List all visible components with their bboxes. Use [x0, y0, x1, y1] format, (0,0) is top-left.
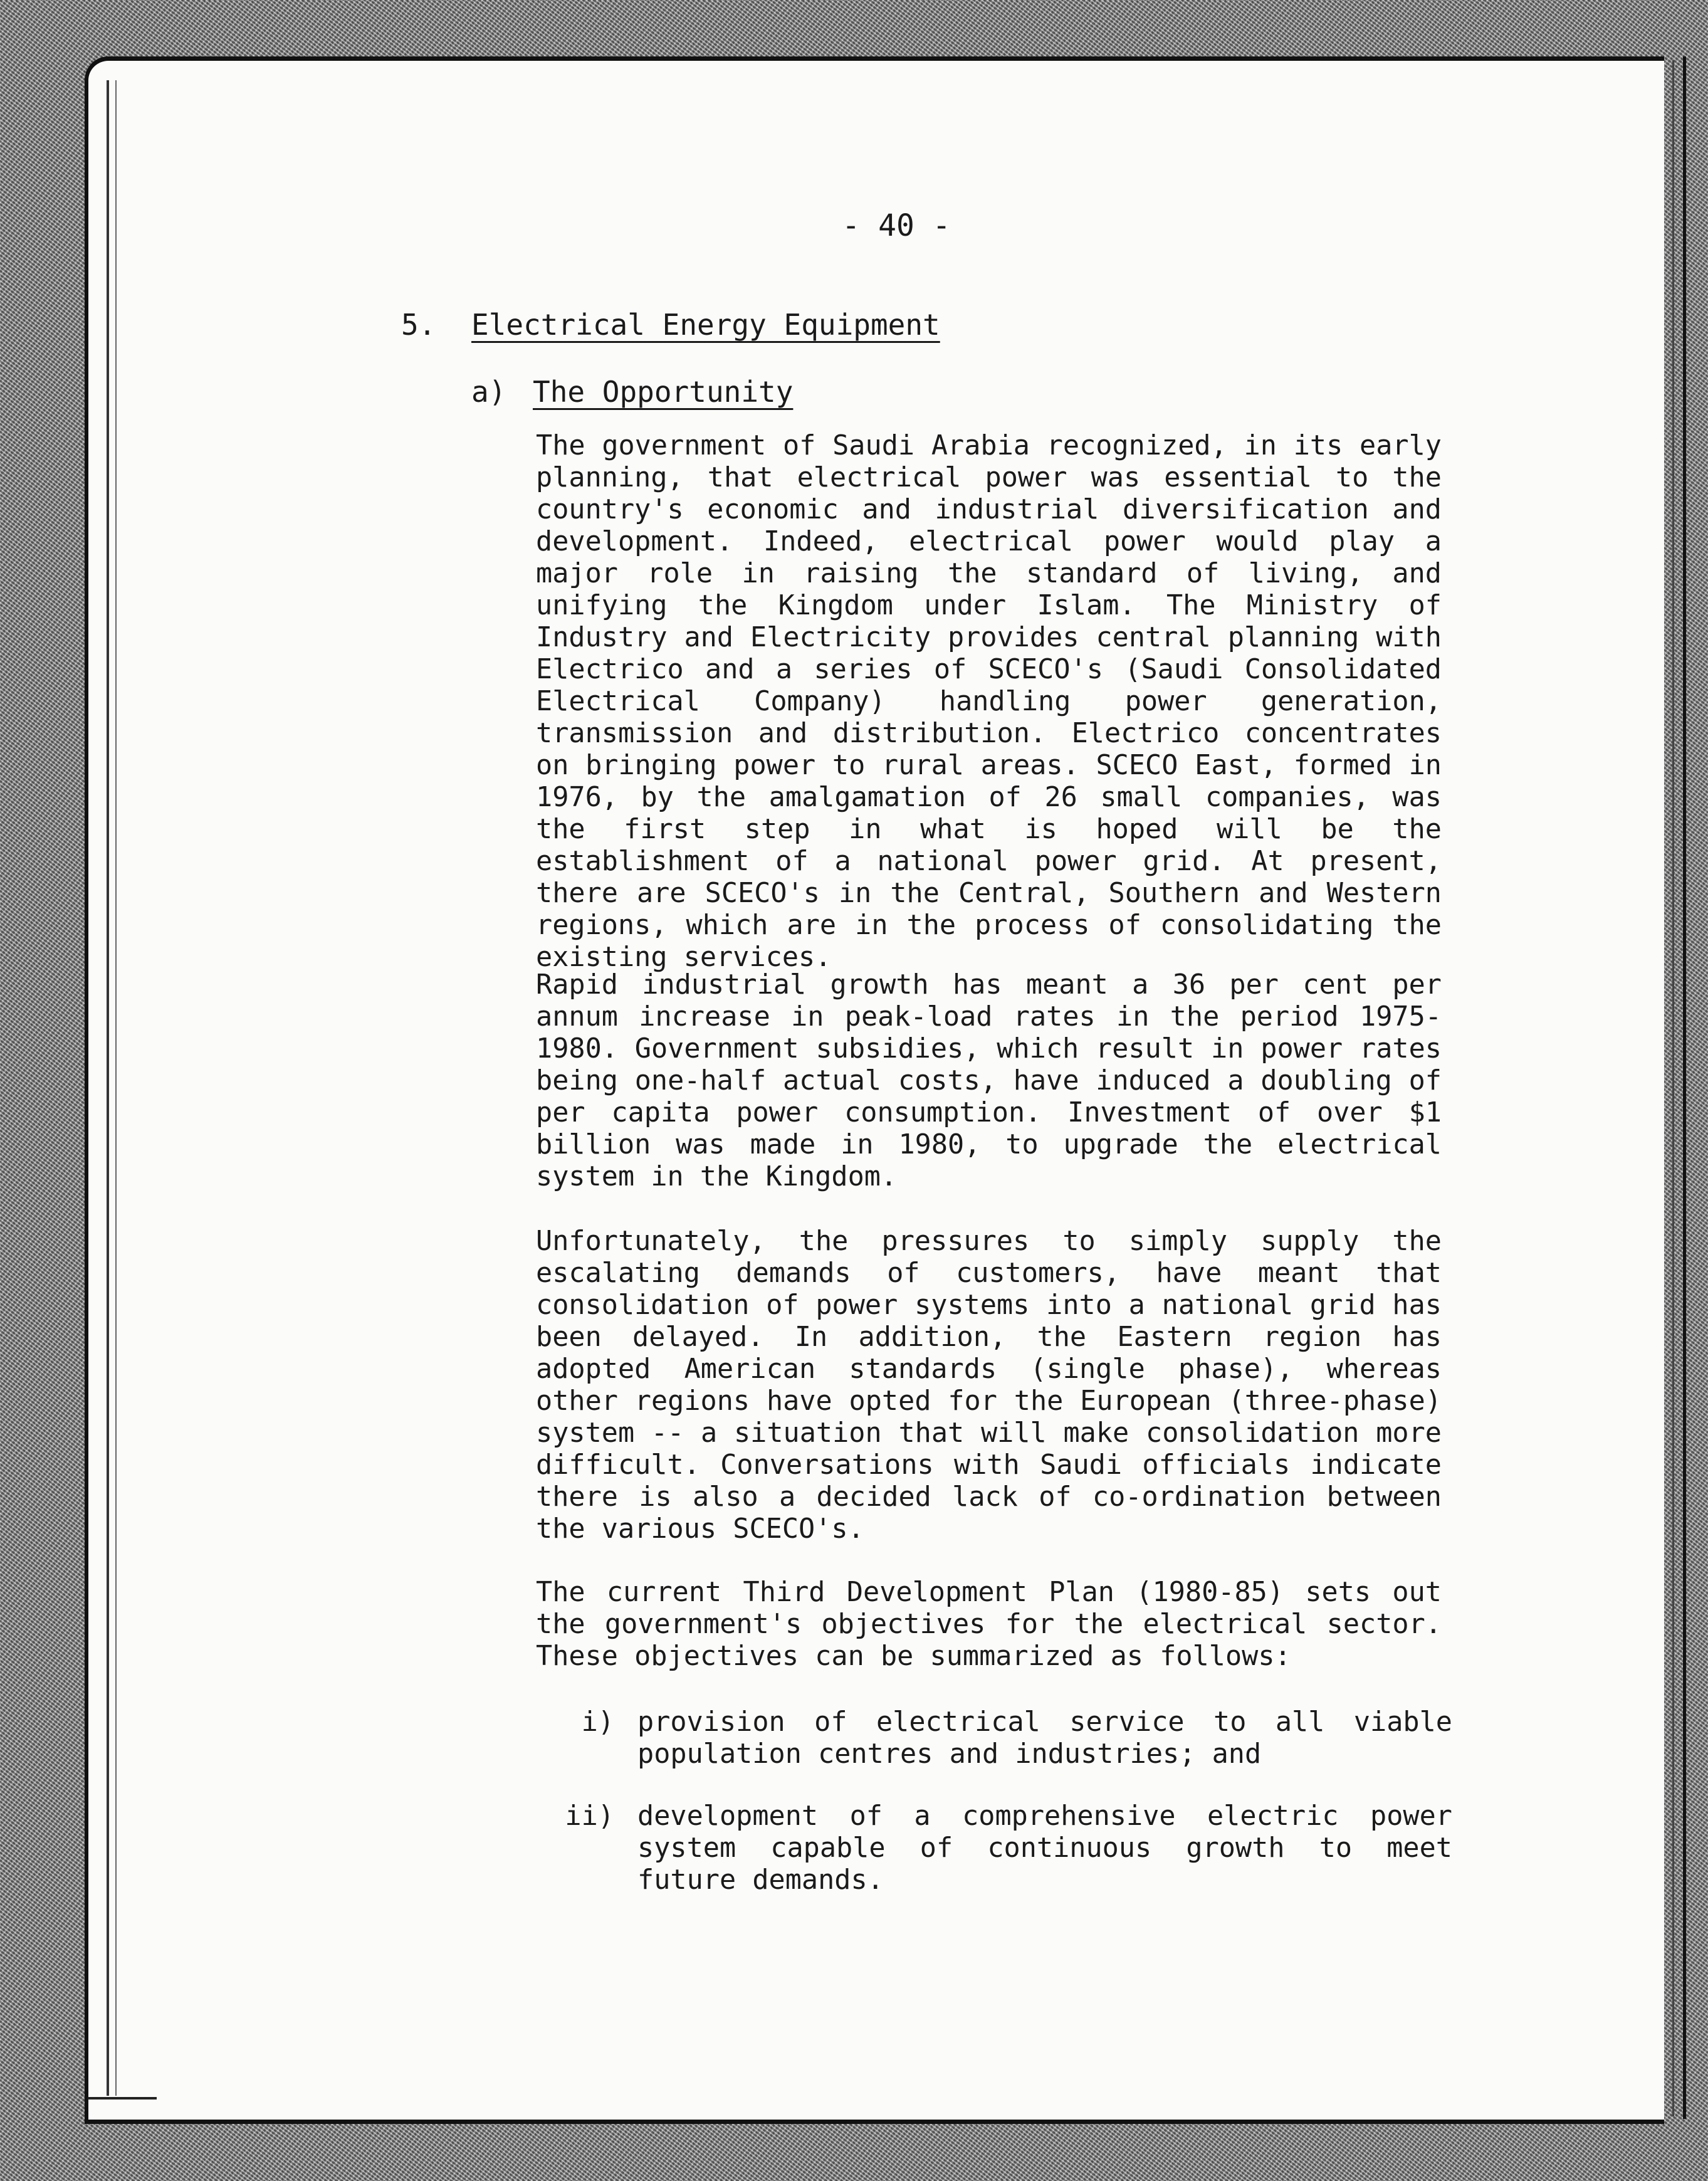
subsection-label: a)	[471, 375, 506, 409]
section-number: 5.	[401, 308, 436, 342]
page-binding-edge	[107, 80, 109, 2096]
objective-list-item	[552, 1706, 1454, 1775]
subsection-title: The Opportunity	[533, 375, 794, 409]
paragraph-growth: Rapid industrial growth has meant a 36 per cent per annum increase in peak-load rates in the period 1975-1980. Government subsidies, which result in power rates being one-half actual costs, have induced a doubling of per capita power consumption. Investment of over $1 billion was made in 1980, to upgrade the electrical system in the Kingdom.	[536, 969, 1442, 1192]
objective-text: development of a comprehensive electric power system capable of continuous growth to meet future demands.	[637, 1800, 1452, 1896]
page-right-edge	[1683, 56, 1686, 2119]
section-title: Electrical Energy Equipment	[471, 308, 940, 342]
list-marker: ii)	[565, 1800, 614, 1832]
objective-text: provision of electrical service to all viable population centres and industries; and	[637, 1706, 1452, 1770]
paragraph-consolidation: Unfortunately, the pressures to simply supply the escalating demands of customers, have meant that consolidation of power systems into a national grid has been delayed. In addition, the Eastern region has adopted American standards (single phase), whereas other regions have opted for the European (three-phase) system -- a situation that will make consolidation more difficult. Conversations with Saudi officials indicate there is also a decided lack of co-ordination between the various SCECO's.	[536, 1226, 1442, 1545]
page-number: - 40 -	[842, 208, 951, 243]
page-right-edge-inner	[1672, 60, 1674, 2116]
paragraph-development-plan: The current Third Development Plan (1980-85) sets out the government's objectives for the electrical sector. These objectives can be summarized as follows:	[536, 1577, 1442, 1672]
page-bottom-fold	[88, 2097, 157, 2100]
paragraph-background: The government of Saudi Arabia recognized, in its early planning, that electrical power was essential to the country's economic and industrial diversification and development. Indeed, electrical power would play a major role in raising the standard of living, and unifying the Kingdom under Islam. The Ministry of Industry and Electricity provides central planning with Electrico and a series of SCECO's (Saudi Consolidated Electrical Company) handling power generation, transmission and distribution. Electrico concentrates on bringing power to rural areas. SCECO East, formed in 1976, by the amalgamation of 26 small companies, was the first step in what is hoped will be the establishment of a national power grid. At present, there are SCECO's in the Central, Southern and Western regions, which are in the process of consolidating the existing services.	[536, 430, 1442, 973]
objective-list-item	[552, 1800, 1454, 1901]
page-binding-edge-inner	[115, 80, 117, 2096]
list-marker: i)	[581, 1706, 614, 1738]
